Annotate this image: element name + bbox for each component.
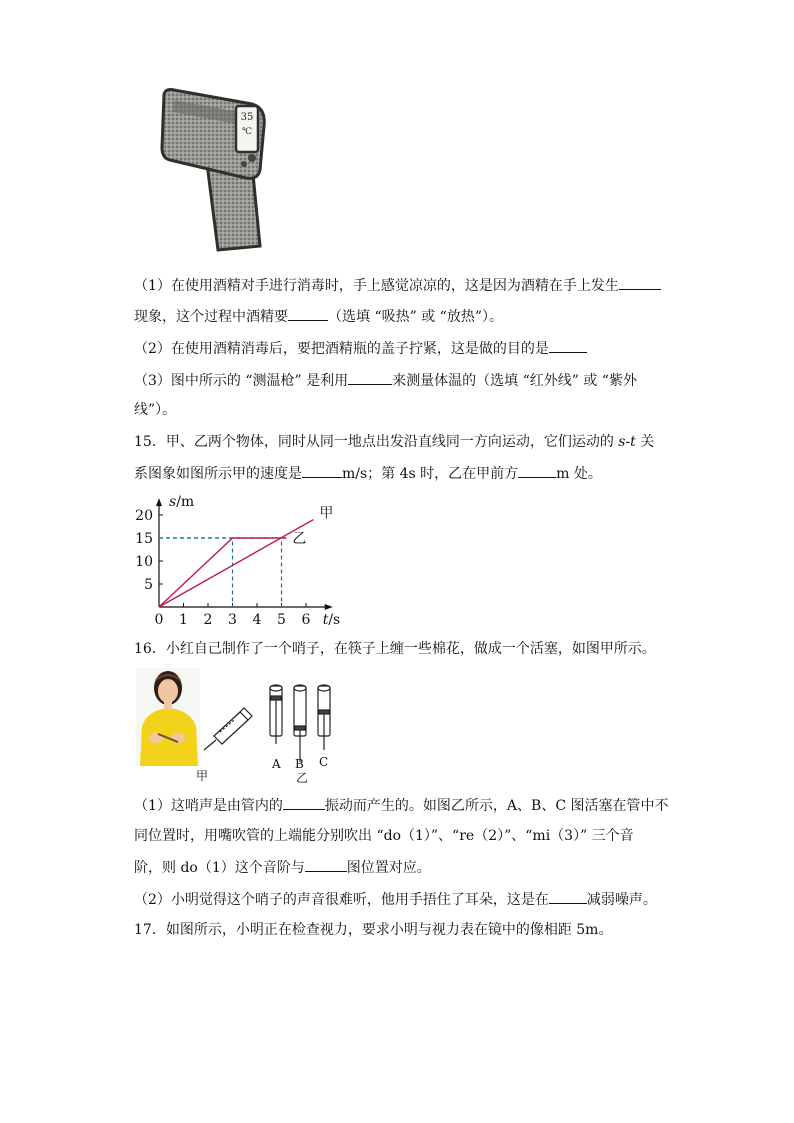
x-axis-label: t/s <box>322 612 341 628</box>
q17-text: 17．如图所示，小明正在检查视力，要求小明与视力表在镜中的像相距 5m。 <box>134 922 613 938</box>
answer-blank <box>305 857 347 872</box>
tube-label-c: C <box>319 755 329 769</box>
q14-part2-text: （2）在使用酒精消毒后，要把酒精瓶的盖子拧紧，这是做的目的是 <box>134 341 549 357</box>
q16-title <box>134 639 656 659</box>
tube-label-b: B <box>295 757 304 771</box>
q14-part3-text-3: 线”）。 <box>134 402 177 418</box>
fig-label-yi: 乙 <box>296 771 309 785</box>
tube-c <box>318 685 330 750</box>
q16-text-3: 同位置时，用嘴吹管的上端能分别吹出 “do（1）”、“re（2）”、“mi（3）” 三个音 <box>134 828 634 844</box>
series-label: 甲 <box>319 505 334 522</box>
thermometer-gun-image <box>160 86 270 254</box>
q16-part2 <box>134 889 657 910</box>
q15-st-symbol: s-t <box>618 434 636 450</box>
st-chart <box>125 492 345 632</box>
q15-line2 <box>134 463 602 484</box>
q14-part1-text: （1）在使用酒精对手进行消毒时，手上感觉凉凉的，这是因为酒精在手上发生 <box>134 278 619 294</box>
tube-label-a: A <box>272 757 281 771</box>
q14-part1-text-3: （选填 “吸热” 或 “放热”）。 <box>328 309 503 325</box>
q15-text-4: m/s；第 4s 时，乙在甲前方 <box>342 466 519 482</box>
q16-title-text: 16．小红自己制作了一个哨子，在筷子上缠一些棉花，做成一个活塞，如图甲所示。 <box>134 641 656 657</box>
q15-text-5: m 处。 <box>556 466 602 482</box>
answer-blank <box>283 795 325 810</box>
x-tick-label: 3 <box>228 612 237 628</box>
q15-text-2: 关 <box>635 434 655 450</box>
q16-text-2: 振动而产生的。如图乙所示，A、B、C 图活塞在管中不 <box>324 798 669 814</box>
q16-text-7: 减弱噪声。 <box>586 892 657 908</box>
x-tick-label: 1 <box>179 612 188 628</box>
q15-text-3: 系图象如图所示甲的速度是 <box>134 466 302 482</box>
girl-photo-image <box>136 668 200 766</box>
whistle-figure <box>134 666 344 786</box>
y-tick-label: 20 <box>135 508 153 524</box>
svg-text:℃: ℃ <box>241 127 253 137</box>
q16-part1-line3 <box>134 857 431 878</box>
x-tick-label: 4 <box>252 612 262 628</box>
q14-part1-text-2: 现象，这个过程中酒精要 <box>134 309 288 325</box>
answer-blank <box>549 338 587 353</box>
answer-blank <box>302 463 342 478</box>
q16-text-5: 图位置对应。 <box>346 860 431 876</box>
answer-blank <box>348 370 392 385</box>
y-axis-label: s/m <box>169 494 195 511</box>
y-tick-label: 15 <box>135 531 153 547</box>
y-tick-label: 5 <box>144 577 153 593</box>
series-line <box>159 520 313 607</box>
tube-b <box>294 685 306 762</box>
x-tick-label: 6 <box>301 612 311 628</box>
answer-blank <box>549 889 587 904</box>
x-tick-label: 0 <box>154 612 164 628</box>
tube-a <box>270 685 282 744</box>
q14-part1-line2 <box>134 306 503 327</box>
x-tick-label: 2 <box>203 612 213 628</box>
fig-label-jia: 甲 <box>196 769 209 783</box>
q14-part3-text-2: 来测量体温的（选填 “红外线” 或 “紫外 <box>392 373 637 389</box>
whistle-jia-image <box>204 708 252 750</box>
q15-line1 <box>134 432 654 452</box>
svg-text:35: 35 <box>240 112 254 123</box>
answer-blank <box>288 306 328 321</box>
q14-part1-line1 <box>134 275 661 296</box>
answer-blank <box>619 275 661 290</box>
q16-text-6: （2）小明觉得这个哨子的声音很难听，他用手捂住了耳朵，这是在 <box>134 892 549 908</box>
q16-text-4: 阶，则 do（1）这个音阶与 <box>134 860 305 876</box>
q15-text-1: 15．甲、乙两个物体，同时从同一地点出发沿直线同一方向运动，它们运动的 <box>134 434 619 450</box>
q14-part2 <box>134 338 587 359</box>
q14-part3-line1 <box>134 370 637 391</box>
y-axis-arrow <box>156 498 162 506</box>
q16-text-1: （1）这哨声是由管内的 <box>134 798 283 814</box>
answer-blank <box>518 463 556 478</box>
series-label: 乙 <box>292 531 307 547</box>
x-axis-arrow <box>325 604 333 610</box>
x-tick-label: 5 <box>277 612 286 628</box>
y-tick-label: 10 <box>135 554 153 570</box>
q16-part1-line2 <box>134 826 634 846</box>
q14-part3-text: （3）图中所示的 “测温枪” 是利用 <box>134 373 349 389</box>
q16-part1-line1 <box>134 795 668 816</box>
q14-part3-line2 <box>134 400 176 420</box>
q17-title <box>134 920 612 940</box>
